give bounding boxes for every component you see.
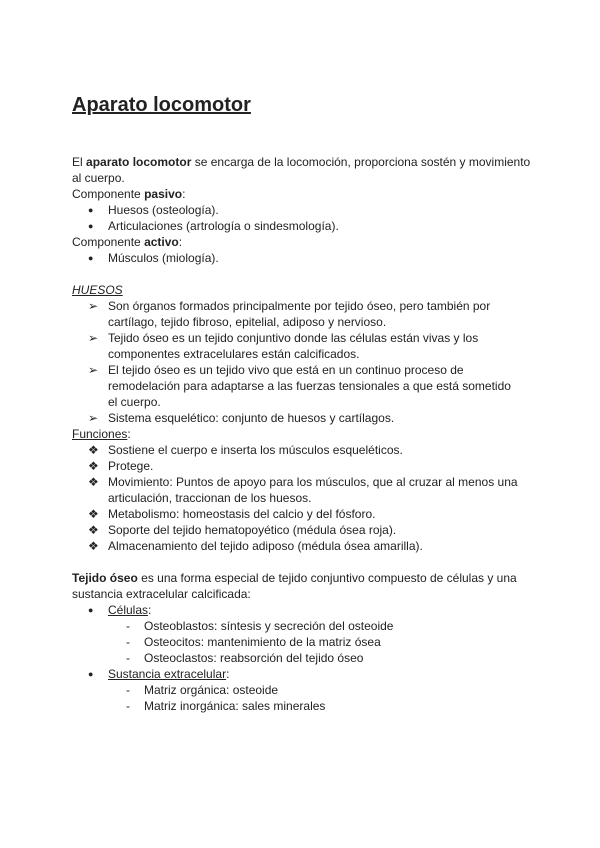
list-item (72, 362, 532, 410)
intro-paragraph (72, 154, 532, 186)
list-item (72, 538, 532, 554)
passive-word: pasivo (144, 187, 183, 201)
sub-list-item (72, 650, 532, 666)
tejido-bold-term: Tejido óseo (72, 571, 138, 585)
passive-label: Componente (72, 187, 141, 201)
list-item (72, 410, 532, 426)
huesos-heading: HUESOS (72, 283, 123, 297)
diamond-bullet-icon: ❖ (88, 539, 99, 553)
intro-bold-term: aparato locomotor (86, 155, 192, 169)
arrow-bullet-icon: ➢ (88, 299, 99, 313)
diamond-bullet-icon: ❖ (88, 523, 99, 537)
list-item (72, 506, 532, 522)
bullet-icon: ● (88, 205, 94, 215)
list-item-line: componentes extracelulares están calcificados. (108, 347, 360, 361)
list-item-line: Soporte del tejido hematopoyético (médula ósea roja). (108, 523, 397, 537)
diamond-bullet-icon: ❖ (88, 507, 99, 521)
list-item (72, 442, 532, 458)
list-item: ● Sustancia extracelular: (88, 667, 230, 681)
diamond-bullet-icon: ❖ (88, 459, 99, 473)
list-item (72, 330, 532, 362)
funciones-heading-line: Funciones: (72, 427, 131, 441)
tejido-text: es una forma especial de tejido conjuntivo compuesto de células y una (141, 571, 517, 585)
list-item-line: Son órganos formados principalmente por tejido óseo, pero también por (108, 299, 491, 313)
sub-list-item (72, 634, 532, 650)
dash-bullet-icon: - (126, 651, 130, 665)
arrow-bullet-icon: ➢ (88, 363, 99, 377)
list-item-line: El tejido óseo es un tejido vivo que está en un continuo proceso de (108, 363, 464, 377)
list-item: ● Células: (88, 603, 152, 617)
active-label: Componente (72, 235, 141, 249)
list-item (72, 298, 532, 330)
diamond-bullet-icon: ❖ (88, 475, 99, 489)
diamond-bullet-icon: ❖ (88, 443, 99, 457)
list-item-line: Metabolismo: homeostasis del calcio y del fósforo. (108, 507, 376, 521)
bullet-icon: ● (88, 221, 94, 231)
list-item (72, 474, 532, 506)
sustancia-label: Sustancia extracelular (108, 667, 227, 681)
list-item-text: Articulaciones (artrología o sindesmología). (108, 219, 339, 233)
sub-list-item (72, 618, 532, 634)
list-item-line: el cuerpo. (108, 395, 161, 409)
arrow-bullet-icon: ➢ (88, 331, 99, 345)
list-item-line: Sistema esquelético: conjunto de huesos y cartílagos. (108, 411, 395, 425)
tejido-paragraph (72, 570, 532, 602)
intro-text-start: El (72, 155, 83, 169)
list-item (72, 218, 532, 234)
celulas-label: Células (108, 603, 149, 617)
dash-bullet-icon: - (126, 635, 130, 649)
list-item-line: Movimiento: Puntos de apoyo para los músculos, que al cruzar al menos una (108, 475, 518, 489)
funciones-heading: Funciones (72, 427, 128, 441)
active-component-line: Componente activo: (72, 235, 183, 249)
list-item-text: Osteocitos: mantenimiento de la matriz ósea (144, 635, 381, 649)
page-title: Aparato locomotor (72, 94, 251, 116)
active-word: activo (144, 235, 179, 249)
sub-list-item (72, 682, 532, 698)
list-item-text: Osteoclastos: reabsorción del tejido óseo (144, 651, 364, 665)
list-item-line: remodelación para adaptarse a las fuerzas tensionales a que está sometido (108, 379, 511, 393)
bullet-icon: ● (88, 669, 94, 679)
list-item-text: Osteoblastos: síntesis y secreción del osteoide (144, 619, 394, 633)
list-item-text: Matriz inorgánica: sales minerales (144, 699, 326, 713)
bullet-icon: ● (88, 253, 94, 263)
list-item (72, 458, 532, 474)
list-item-text: Músculos (miología). (108, 251, 219, 265)
list-item-text: Matriz orgánica: osteoide (144, 683, 279, 697)
document-page (72, 92, 532, 714)
list-item (72, 202, 532, 218)
sub-list-item (72, 698, 532, 714)
bullet-icon: ● (88, 605, 94, 615)
dash-bullet-icon: - (126, 683, 130, 697)
intro-text-rest: se encarga de la locomoción, proporciona sostén y movimiento al cuerpo. (72, 155, 531, 185)
dash-bullet-icon: - (126, 699, 130, 713)
tejido-text-line2: sustancia extracelular calcificada: (72, 587, 251, 601)
list-item (72, 522, 532, 538)
arrow-bullet-icon: ➢ (88, 411, 99, 425)
list-item-line: Tejido óseo es un tejido conjuntivo donde las células están vivas y los (108, 331, 479, 345)
passive-component-line: Componente pasivo: (72, 187, 186, 201)
list-item-line: Sostiene el cuerpo e inserta los músculos esqueléticos. (108, 443, 403, 457)
list-item (72, 250, 532, 266)
list-item-line: articulación, traccionan de los huesos. (108, 491, 312, 505)
list-item-text: Huesos (osteología). (108, 203, 219, 217)
list-item-line: cartílago, tejido fibroso, epitelial, adiposo y nervioso. (108, 315, 387, 329)
list-item-line: Protege. (108, 459, 154, 473)
dash-bullet-icon: - (126, 619, 130, 633)
list-item-line: Almacenamiento del tejido adiposo (médula ósea amarilla). (108, 539, 423, 553)
